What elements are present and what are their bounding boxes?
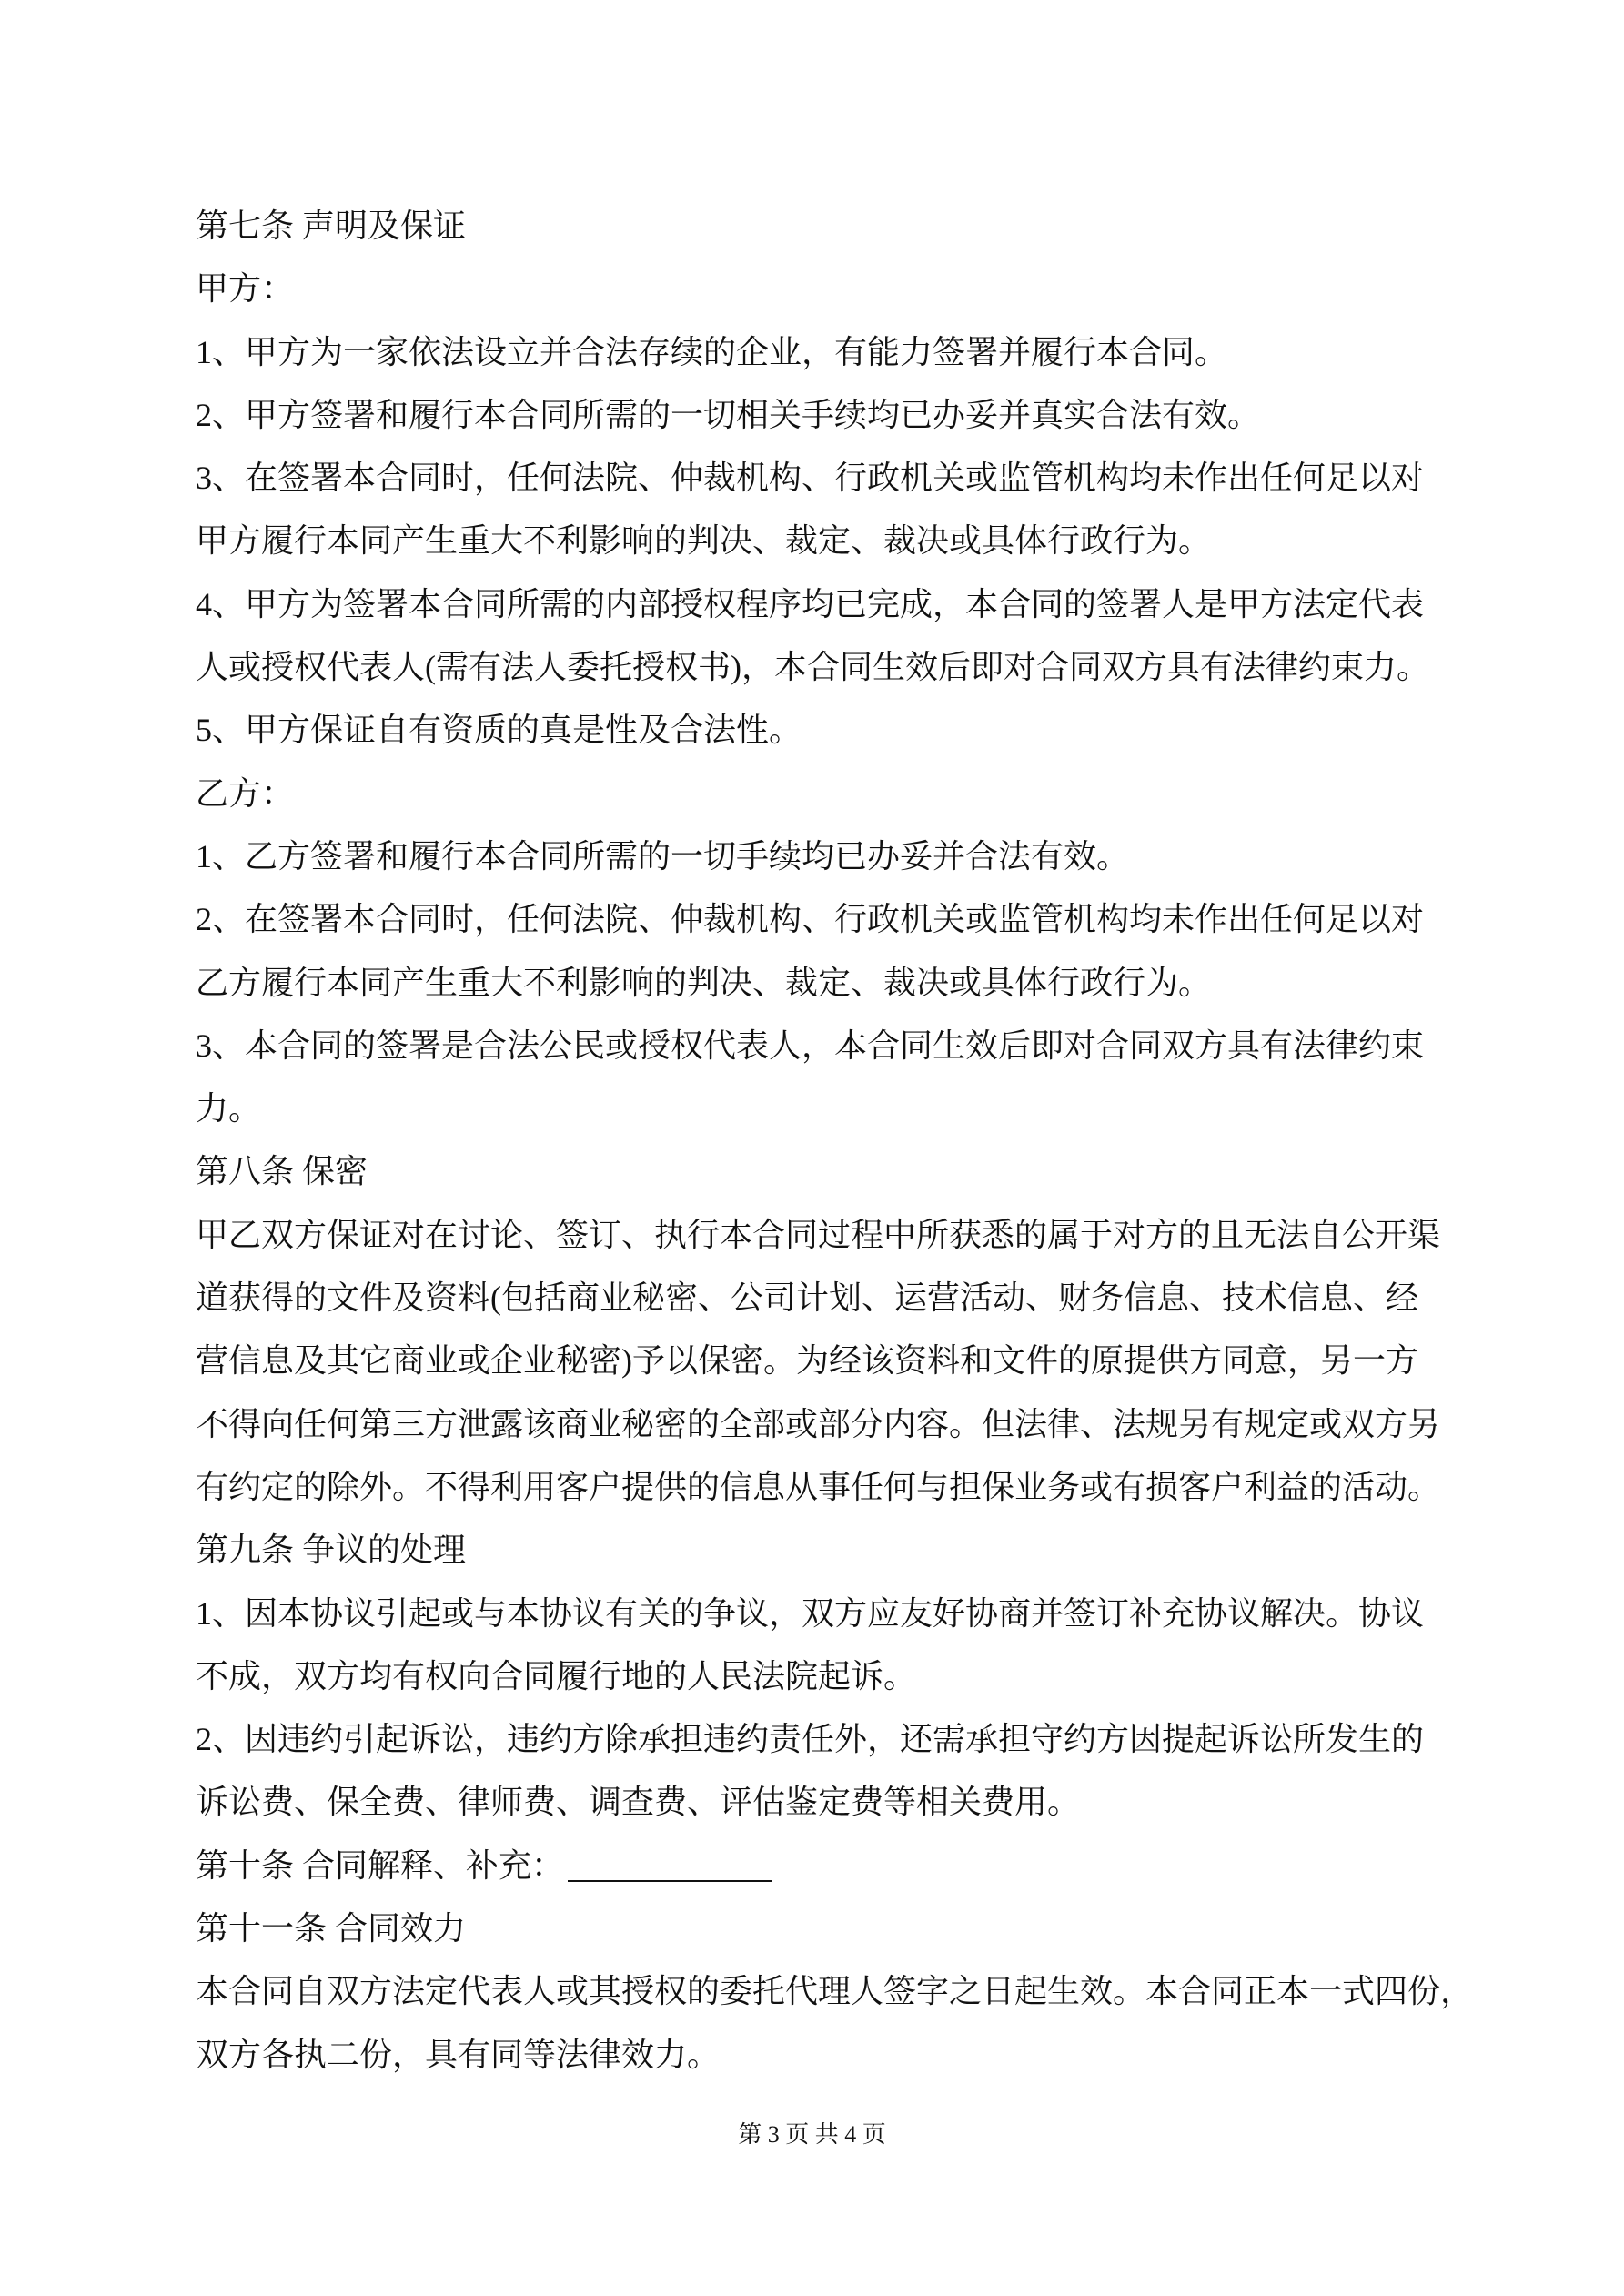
line-text: 甲方： [196, 270, 295, 308]
line-text: 力。 [196, 1090, 262, 1128]
text-line [196, 636, 1469, 699]
line-text: 营信息及其它商业或企业秘密)予以保密。为经该资料和文件的原提供方同意，另一方 [196, 1342, 1418, 1380]
line-text: 不得向任何第三方泄露该商业秘密的全部或部分内容。但法律、法规另有规定或双方另 [196, 1405, 1441, 1442]
line-text: 第七条 声明及保证 [196, 207, 467, 244]
line-text: 5、甲方保证自有资质的真是性及合法性。 [196, 712, 802, 749]
line-text: 乙方： [196, 774, 295, 812]
text-line [196, 1708, 1469, 1771]
text-line [196, 1456, 1469, 1519]
text-line [196, 258, 1469, 320]
line-text: 甲乙双方保证对在讨论、签订、执行本合同过程中所获悉的属于对方的且无法自公开渠 [196, 1216, 1441, 1253]
line-text: 本合同自双方法定代表人或其授权的委托代理人签字之日起生效。本合同正本一式四份， [196, 1973, 1474, 2010]
text-line [196, 2024, 1469, 2087]
text-line [196, 952, 1469, 1015]
text-line [196, 888, 1469, 951]
text-line [196, 1204, 1469, 1267]
line-text: 有约定的除外。不得利用客户提供的信息从事任何与担保业务或有损客户利益的活动。 [196, 1468, 1441, 1505]
section-heading [196, 1140, 1469, 1203]
text-line [196, 1645, 1469, 1708]
text-line [196, 573, 1469, 636]
line-text: 不成，双方均有权向合同履行地的人民法院起诉。 [196, 1657, 917, 1694]
line-text: 甲方履行本同产生重大不利影响的判决、裁定、裁决或具体行政行为。 [196, 522, 1212, 560]
line-text: 3、本合同的签署是合法公民或授权代表人，本合同生效后即对合同双方具有法律约束 [196, 1027, 1425, 1064]
line-text: 4、甲方为签署本合同所需的内部授权程序均已完成，本合同的签署人是甲方法定代表 [196, 585, 1425, 622]
line-text: 1、因本协议引起或与本协议有关的争议，双方应友好协商并签订补充协议解决。协议 [196, 1594, 1425, 1632]
line-text: 第九条 争议的处理 [196, 1532, 467, 1569]
line-text: 双方各执二份，具有同等法律效力。 [196, 2036, 721, 2073]
line-text: 2、甲方签署和履行本合同所需的一切相关手续均已办妥并真实合法有效。 [196, 396, 1261, 433]
line-text: 道获得的文件及资料(包括商业秘密、公司计划、运营活动、财务信息、技术信息、经 [196, 1279, 1418, 1317]
text-line [196, 384, 1469, 447]
line-text: 1、甲方为一家依法设立并合法存续的企业，有能力签署并履行本合同。 [196, 333, 1228, 370]
line-text: 第十条 合同解释、补充： [196, 1846, 565, 1884]
text-line [196, 1077, 1469, 1140]
text-line [196, 825, 1469, 888]
section-heading [196, 1897, 1469, 1960]
text-line [196, 321, 1469, 384]
page-footer: 第 3 页 共 4 页 [738, 2121, 886, 2148]
document-body [196, 195, 1474, 2087]
text-line [196, 1771, 1469, 1834]
text-line [196, 1960, 1474, 2023]
text-line [196, 510, 1469, 572]
text-line [196, 763, 1469, 825]
line-text: 乙方履行本同产生重大不利影响的判决、裁定、裁决或具体行政行为。 [196, 964, 1212, 1001]
text-line [196, 699, 1469, 762]
line-text: 第十一条 合同效力 [196, 1910, 467, 1947]
text-line [196, 1330, 1469, 1392]
line-text: 2、因违约引起诉讼，违约方除承担违约责任外，还需承担守约方因提起诉讼所发生的 [196, 1721, 1425, 1758]
line-text: 2、在签署本合同时，任何法院、仲裁机构、行政机关或监管机构均未作出任何足以对 [196, 901, 1425, 938]
text-line [196, 1583, 1469, 1645]
line-text: 3、在签署本合同时，任何法院、仲裁机构、行政机关或监管机构均未作出任何足以对 [196, 460, 1425, 497]
section-heading [196, 1519, 1469, 1582]
text-line [196, 1393, 1469, 1456]
text-line [196, 447, 1469, 510]
line-text: 第八条 保密 [196, 1153, 368, 1190]
line-text: 1、乙方签署和履行本合同所需的一切手续均已办妥并合法有效。 [196, 837, 1130, 875]
line-text: 人或授权代表人(需有法人委托授权书)，本合同生效后即对合同双方具有法律约束力。 [196, 649, 1429, 686]
blank-underline [568, 1849, 772, 1882]
section-heading [196, 195, 1469, 258]
section-heading [196, 1835, 1469, 1897]
text-line [196, 1015, 1469, 1077]
text-line [196, 1267, 1469, 1330]
line-text: 诉讼费、保全费、律师费、调查费、评估鉴定费等相关费用。 [196, 1784, 1081, 1821]
